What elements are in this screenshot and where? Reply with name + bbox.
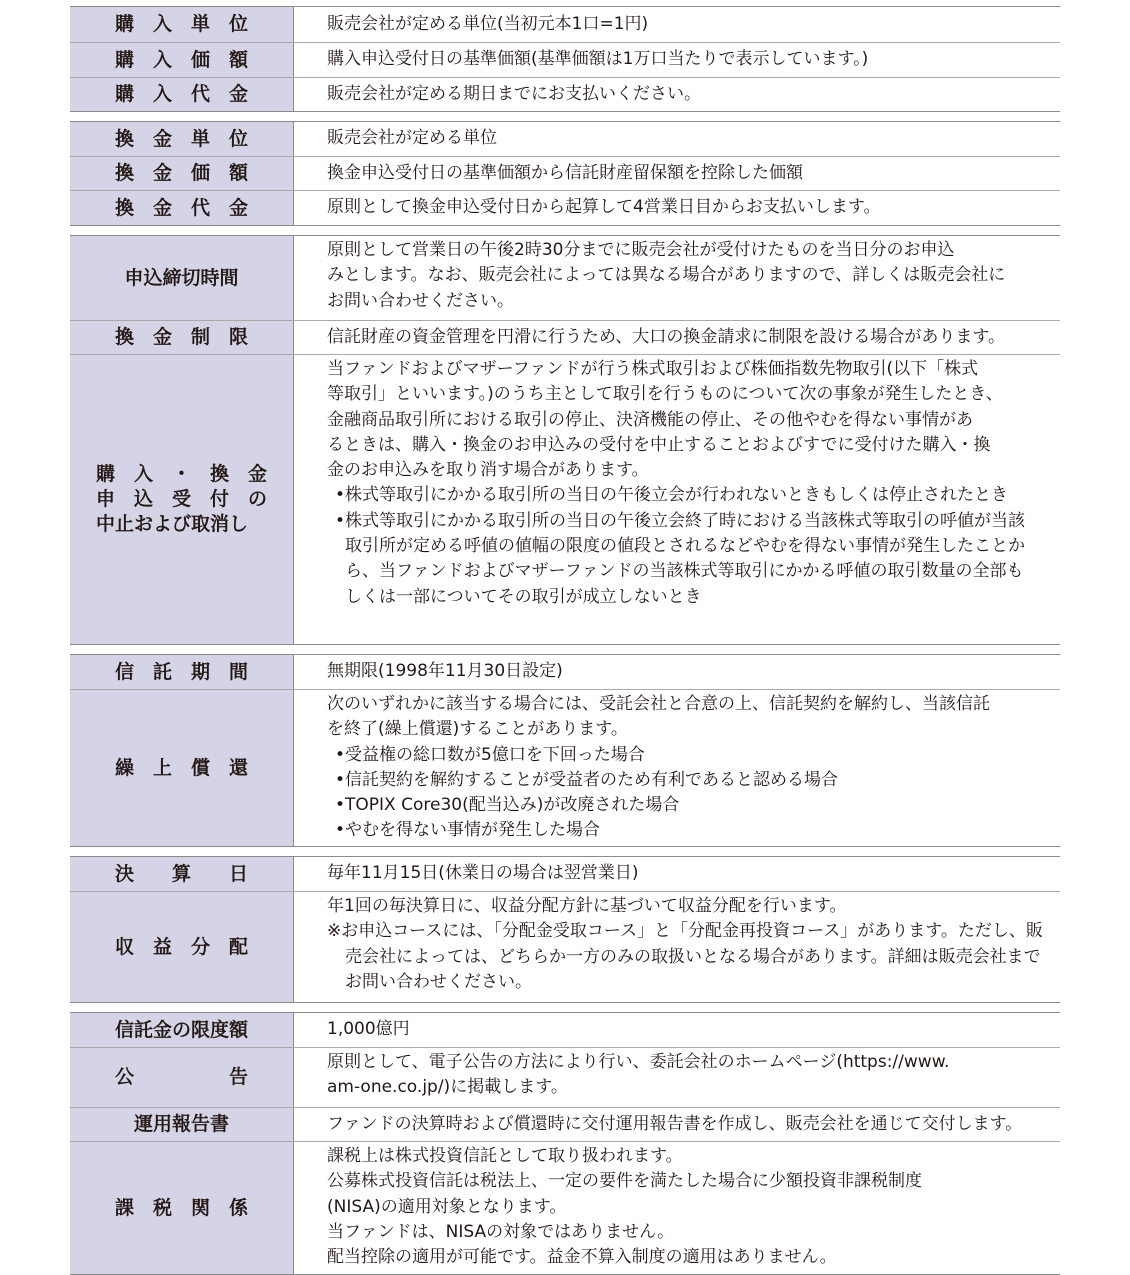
value-line: 1,000億円: [327, 1019, 410, 1040]
table-group: [70, 121, 1060, 226]
value-line: 金融商品取引所における取引の停止、決済機能の停止、その他やむを得ない事情があ: [327, 409, 973, 430]
table-row: [70, 42, 1060, 77]
bullet-item: •株式等取引にかかる取引所の当日の午後立会終了時における当該株式等取引の呼値が当該取引所が定める呼値の値幅の限度の値段とされるなどやむを得ない事情が発生したことから、当ファンドおよびマザーファンドの当該株式等取引にかかる呼値の取引数量の全部もしくは一部についてその取引が成立しないとき: [335, 510, 1026, 607]
table-row: [70, 156, 1060, 190]
row-label-text: 購 入 単 位: [114, 13, 248, 35]
value-line: am-one.co.jp/)に掲載します。: [327, 1077, 568, 1098]
row-value: [294, 355, 1060, 644]
row-label: [70, 43, 294, 77]
row-value: [294, 78, 1060, 111]
table-group: [70, 1012, 1060, 1275]
row-label: [70, 355, 294, 644]
value-line: 無期限(1998年11月30日設定): [327, 661, 563, 682]
row-value: [294, 857, 1060, 891]
table-group: [70, 654, 1060, 847]
row-label: [70, 1013, 294, 1047]
row-label: [70, 690, 294, 846]
row-value: [294, 655, 1060, 689]
row-value: [294, 7, 1060, 42]
row-label: [70, 1142, 294, 1274]
row-value: [294, 122, 1060, 156]
bullet-item: •信託契約を解約することが受益者のため有利であると認める場合: [335, 769, 839, 790]
row-value: [294, 690, 1060, 846]
row-label-line: 購 入 ・ 換 金: [95, 463, 267, 485]
row-value: [294, 892, 1060, 1002]
row-label: [70, 1108, 294, 1141]
value-line: 原則として換金申込受付日から起算して4営業日目からお支払いします。: [327, 197, 881, 218]
table-row: [70, 354, 1060, 644]
table-row: [70, 122, 1060, 156]
value-line: 金のお申込みを取り消す場合があります。: [327, 460, 649, 481]
group-gap: [70, 226, 1060, 235]
value-line: みとします。なお、販売会社によっては異なる場合がありますので、詳しくは販売会社に: [327, 265, 1006, 286]
table-row: [70, 7, 1060, 42]
group-gap: [70, 847, 1060, 856]
row-label-text: 繰 上 償 還: [114, 756, 248, 779]
table-row: [70, 857, 1060, 891]
row-label: [70, 78, 294, 111]
row-label-text: 課 税 関 係: [114, 1196, 248, 1219]
value-line: 信託財産の資金管理を円滑に行うため、大口の換金請求に制限を設ける場合があります。: [327, 326, 1005, 347]
table-row: [70, 891, 1060, 1002]
value-line: 毎年11月15日(休業日の場合は翌営業日): [327, 863, 639, 884]
row-label: [70, 191, 294, 225]
row-value: [294, 1013, 1060, 1047]
row-label: [70, 321, 294, 354]
row-label-text: 換 金 単 位: [114, 127, 248, 150]
value-line: 等取引」といいます。)のうち主として取引を行うものについて次の事象が発生したとき、: [327, 384, 1003, 405]
value-line: 購入申込受付日の基準価額(基準価額は1万口当たりで表示しています。): [327, 49, 869, 70]
row-value: [294, 321, 1060, 354]
row-value: [294, 236, 1060, 320]
group-gap: [70, 645, 1060, 654]
table-row: [70, 655, 1060, 689]
row-label-text: 申込締切時間: [124, 266, 239, 289]
row-label: [70, 655, 294, 689]
row-label-text: 換 金 価 額: [114, 162, 248, 184]
row-label-text: 運用報告書: [133, 1113, 229, 1135]
value-line: 課税上は株式投資信託として取り扱われます。: [327, 1146, 683, 1166]
row-value: [294, 1108, 1060, 1141]
group-gap: [70, 112, 1060, 121]
value-line: 年1回の毎決算日に、収益分配方針に基づいて収益分配を行います。: [327, 896, 847, 916]
row-label-line: 中止および取消し: [95, 513, 248, 535]
value-line: 販売会社が定める単位(当初元本1口=1円): [327, 13, 649, 34]
value-line: 公募株式投資信託は税法上、一定の要件を満たした場合に少額投資非課税制度: [327, 1171, 922, 1192]
value-line: 当ファンドは、NISAの対象ではありません。: [327, 1221, 675, 1242]
row-label-text: 収 益 分 配: [114, 935, 248, 958]
table-row: [70, 1013, 1060, 1047]
table-row: [70, 689, 1060, 846]
value-line: るときは、購入・換金のお申込みの受付を中止することおよびすでに受付けた購入・換: [327, 434, 991, 455]
row-label-text: 公 告: [114, 1066, 248, 1088]
row-label: [70, 236, 294, 320]
value-line: 配当控除の適用が可能です。益金不算入制度の適用はありません。: [327, 1247, 837, 1268]
bullet-item: •やむを得ない事情が発生した場合: [335, 820, 601, 841]
row-value: [294, 1048, 1060, 1107]
row-label: [70, 1048, 294, 1107]
row-label-text: 決 算 日: [114, 862, 248, 885]
table-group: [70, 856, 1060, 1003]
bullet-item: •受益権の総口数が5億口を下回った場合: [335, 744, 645, 765]
row-label-text: 購 入 代 金: [114, 83, 248, 105]
value-line: ファンドの決算時および償還時に交付運用報告書を作成し、販売会社を通じて交付します。: [327, 1113, 1023, 1134]
table-row: [70, 77, 1060, 111]
table-row: [70, 236, 1060, 320]
row-value: [294, 191, 1060, 225]
bullet-item: •株式等取引にかかる取引所の当日の午後立会が行われないときもしくは停止されたとき: [335, 485, 1009, 506]
bullet-item: •TOPIX Core30(配当込み)が改廃された場合: [335, 795, 680, 816]
value-line: 原則として、電子公告の方法により行い、委託会社のホームページ(https://www.: [327, 1052, 950, 1072]
row-value: [294, 43, 1060, 77]
row-label: [70, 157, 294, 190]
row-value: [294, 157, 1060, 190]
fund-terms-table: [70, 6, 1060, 1275]
table-row: [70, 1107, 1060, 1141]
row-label: [70, 892, 294, 1002]
row-value: [294, 1142, 1060, 1274]
value-line: 当ファンドおよびマザーファンドが行う株式取引および株価指数先物取引(以下「株式: [327, 359, 979, 379]
value-line: (NISA)の適用対象となります。: [327, 1196, 567, 1217]
table-group: [70, 235, 1060, 645]
value-line: 次のいずれかに該当する場合には、受託会社と合意の上、信託契約を解約し、当該信託: [327, 694, 990, 714]
table-row: [70, 320, 1060, 354]
row-label: [70, 857, 294, 891]
row-label-text: 換 金 制 限: [114, 326, 248, 348]
row-label: [70, 122, 294, 156]
table-row: [70, 1047, 1060, 1107]
row-label: [70, 7, 294, 42]
row-label-text: 購 入 価 額: [114, 48, 248, 71]
note-text: ※お申込コースには、「分配金受取コース」と「分配金再投資コース」があります。ただし、販売会社によっては、どちらか一方のみの取扱いとなる場合があります。詳細は販売会社までお問い合わせください。: [327, 921, 1043, 992]
row-label-text: 換 金 代 金: [114, 196, 248, 219]
group-gap: [70, 1003, 1060, 1012]
row-label-line: 申 込 受 付 の: [95, 488, 267, 510]
table-row: [70, 1141, 1060, 1274]
value-line: 販売会社が定める単位: [327, 128, 497, 149]
row-label-text: 信託金の限度額: [114, 1018, 248, 1041]
table-group: [70, 6, 1060, 112]
value-line: 原則として営業日の午後2時30分までに販売会社が受付けたものを当日分のお申込: [327, 240, 955, 260]
value-line: 換金申込受付日の基準価額から信託財産留保額を控除した価額: [327, 162, 803, 183]
value-line: を終了(繰上償還)することがあります。: [327, 719, 628, 740]
value-line: 販売会社が定める期日までにお支払いください。: [327, 83, 701, 104]
row-label-text: 信 託 期 間: [114, 660, 248, 683]
table-row: [70, 190, 1060, 225]
value-line: お問い合わせください。: [327, 290, 514, 311]
